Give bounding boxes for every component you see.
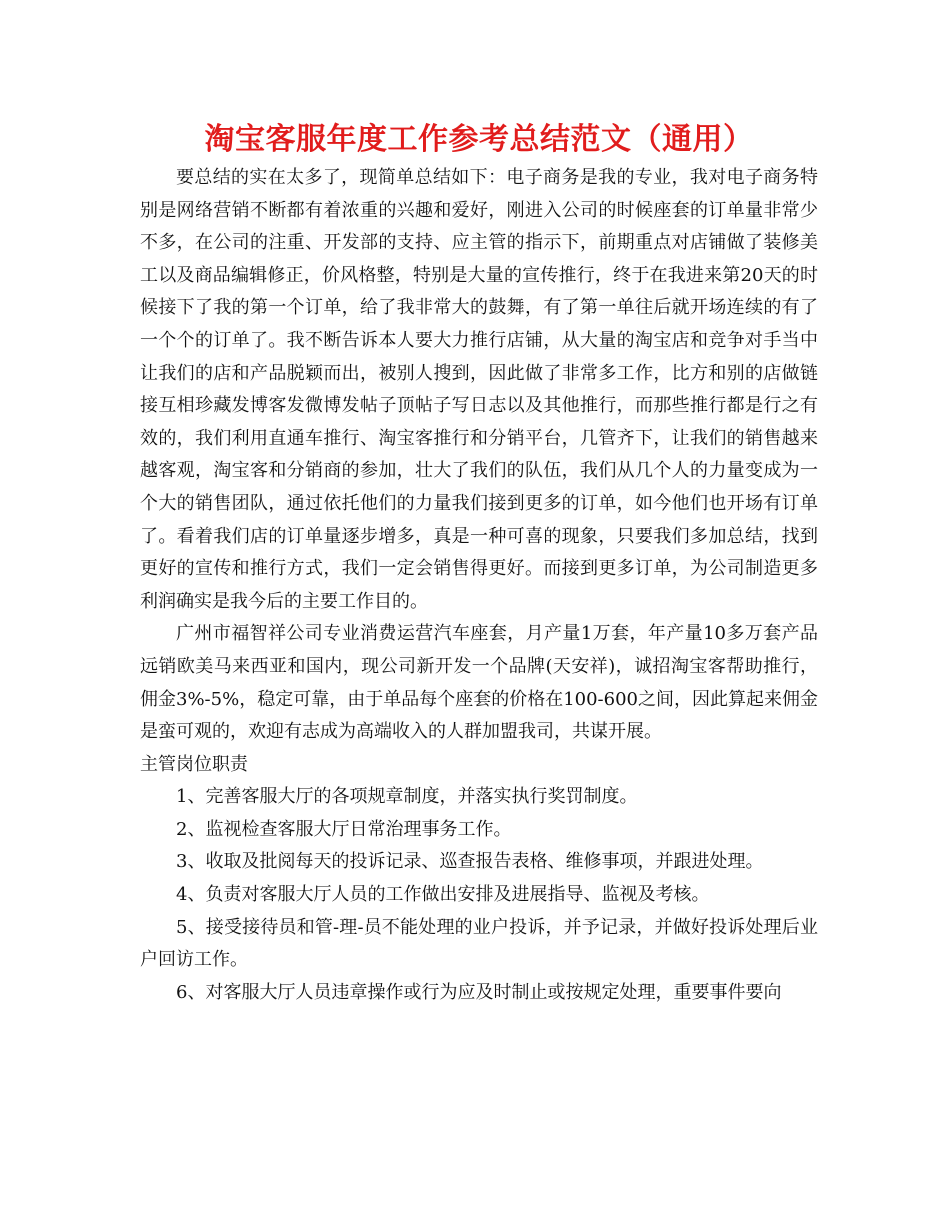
duty-item: 6、对客服大厅人员违章操作或行为应及时制止或按规定处理，重要事件要向 (176, 981, 782, 1003)
duty-item: 2、监视检查客服大厅日常治理事务工作。 (176, 818, 512, 840)
duty-item: 4、负责对客服大厅人员的工作做出安排及进展指导、监视及考核。 (176, 884, 710, 906)
duty-item: 3、收取及批阅每天的投诉记录、巡查报告表格、维修事项，并跟进处理。 (176, 851, 764, 873)
document-title: 淘宝客服年度工作参考总结范文（通用） (204, 122, 754, 157)
document-page (140, 118, 818, 1009)
duty-item: 1、完善客服大厅的各项规章制度，并落实执行奖罚制度。 (176, 786, 638, 808)
duty-item: 5、接受接待员和管-理-员不能处理的业户投诉，并予记录，并做好投诉处理后业户回访工作。 (140, 916, 818, 971)
section-heading: 主管岗位职责 (140, 753, 248, 775)
paragraph-company: 广州市福智祥公司专业消费运营汽车座套，月产量1万套，年产量10多万套产品远销欧美马来西亚和国内，现公司新开发一个品牌(天安祥)，诚招淘宝客帮助推行，佣金3%-5%，稳定可靠，由于单品每个座套的价格在100-600之间，因此算起来佣金是蛮可观的，欢迎有志成为高端收入的人群加盟我司，共谋开展。 (140, 623, 818, 743)
paragraph-summary: 要总结的实在太多了，现简单总结如下：电子商务是我的专业，我对电子商务特别是网络营销不断都有着浓重的兴趣和爱好，刚进入公司的时候座套的订单量非常少不多，在公司的注重、开发部的支持、应主管的指示下，前期重点对店铺做了装修美工以及商品编辑修正，价风格整，特别是大量的宣传推行，终于在我进来第20天的时候接下了我的第一个订单，给了我非常大的鼓舞，有了第一单往后就开场连续的有了一个个的订单了。我不断告诉本人要大力推行店铺，从大量的淘宝店和竞争对手当中让我们的店和产品脱颖而出，被别人搜到，因此做了非常多工作，比方和别的店做链接互相珍藏发博客发微博发帖子顶帖子写日志以及其他推行，而那些推行都是行之有效的，我们利用直通车推行、淘宝客推行和分销平台，几管齐下，让我们的销售越来越客观，淘宝客和分销商的参加，壮大了我们的队伍，我们从几个人的力量变成为一个大的销售团队，通过依托他们的力量我们接到更多的订单，如今他们也开场有订单了。看着我们店的订单量逐步增多，真是一种可喜的现象，只要我们多加总结，找到更好的宣传和推行方式，我们一定会销售得更好。而接到更多订单，为公司制造更多利润确实是我今后的主要工作目的。 (140, 167, 818, 612)
